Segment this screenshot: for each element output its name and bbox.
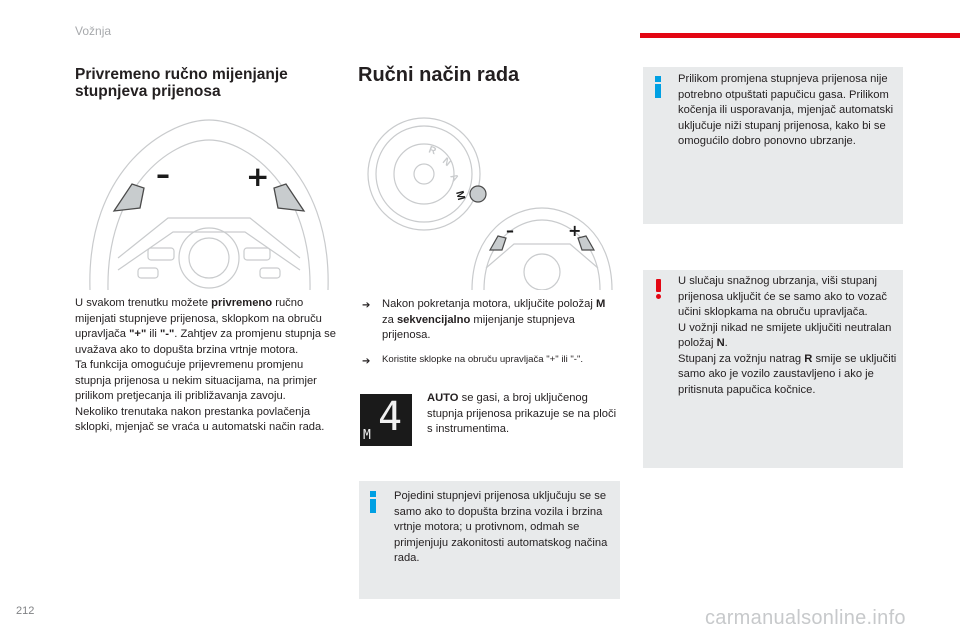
left-paragraph [75,296,337,436]
left-paragraph-run: Ta funkcija omogućuje prijevremenu promjenu stupnja prijenosa u nekim situacijama, na primjer prilikom pretjecanja ili približavanja zavoju. [75,359,317,402]
selector-letter-n: N [440,155,453,169]
warning-run: Stupanj za vožnju natrag [678,352,805,365]
left-paragraph-run: ili [146,328,160,340]
bullet-item-1-run: M [595,298,606,310]
bullet-item-1-run: za [382,313,397,326]
top-accent-bar [640,33,960,38]
middle-heading: Ručni način rada [358,64,520,86]
left-plus-label: + [246,160,270,193]
instrument-display [360,394,412,446]
bullet-item-2-text: Koristite sklopke na obruču upravljača "+" ili "-". [382,354,584,365]
info-box-middle-text: Pojedini stupnjevi prijenosa uključuju se se samo ako to dopušta brzina vozila i brzina vrtnje motora; u protivnom, odmah se primjenjuju zakonitosti automatskog načina rada. [394,490,608,564]
arrow-bullet-icon: ➔ [362,300,371,311]
gear-selector-illustration [362,112,620,290]
selector-letter-m: M [453,189,468,202]
auto-paragraph-run: AUTO [427,392,459,404]
left-paragraph-run: "+" [129,328,147,340]
selector-knob-icon [470,186,486,202]
bullet-item-1-run: sekvencijalno [396,313,471,326]
warning-run: smije se uključiti samo ako je vozilo zaustavljeno i ako je pritisnuta papučica kočnice. [678,352,897,396]
auto-paragraph [427,391,619,438]
bullet-item-2 [362,353,624,370]
bullet-item-1-run: Nakon pokretanja motora, uključite položaj [382,298,596,310]
left-minus-label: – [156,158,170,191]
middle-minus-label: – [506,221,514,240]
selector-letter-a: A [447,172,461,184]
left-paragraph-run: Nekoliko trenutaka nakon prestanka povlačenja sklopki, mjenjač se vraća u automatski način rada. [75,405,325,433]
left-paragraph-run: U svakom trenutku možete [75,297,212,309]
arrow-bullet-icon: ➔ [362,356,371,367]
page-number: 212 [16,605,35,617]
info-icon [369,491,377,513]
warning-box-text [678,274,900,398]
left-paragraph-run: ručno mijenjati stupnjeve prijenosa, sklopkom na obruču upravljača [75,297,322,340]
watermark: carmanualsonline.info [705,607,906,629]
left-paragraph-run: "-" [159,328,175,340]
warning-run: R [804,352,813,365]
warning-run: U slučaju snažnog ubrzanja, viši stupanj prijenosa uključit će se samo ako to vozač učini sklopkama na obruču upravljača. [678,275,887,318]
auto-paragraph-run: se gasi, a broj uključenog stupnja prijenosa prikazuje se na ploči s instrumentima. [427,392,617,435]
left-paragraph-run: privremeno [211,297,273,309]
left-heading: Privremeno ručno mijenjanje stupnjeva prijenosa [75,66,288,100]
bullet-item-1-text [382,297,620,344]
info-box-right-text: Prilikom promjena stupnjeva prijenosa nije potrebno otpuštati papučicu gasa. Prilikom kočenja ili usporavanja, mjenjač automatski uključuje niži stupanj prijenosa, kako bi se omogućilo dobro ponovno ubrzanje. [678,73,894,147]
warning-run: . [724,337,728,349]
section-title: Vožnja [75,24,112,38]
steering-wheel-illustration-left [78,108,340,290]
warning-exclamation-icon [654,279,662,299]
warning-run: U vožnji nikad ne smijete uključiti neutralan položaj [678,321,892,349]
display-mode-letter: M [363,428,371,443]
display-gear-number: 4 [378,394,403,440]
warning-run: N [716,337,725,349]
info-icon [654,76,662,98]
left-paragraph-run: . Zahtjev za promjenu stupnja se uvažava ako to dopušta brzina vrtnje motora. [75,328,336,356]
bullet-item-1-run: mijenjanje stupnjeva prijenosa. [382,313,575,341]
middle-plus-label: + [568,221,582,240]
bullet-item-1 [362,297,620,344]
selector-letter-r: R [426,144,438,158]
